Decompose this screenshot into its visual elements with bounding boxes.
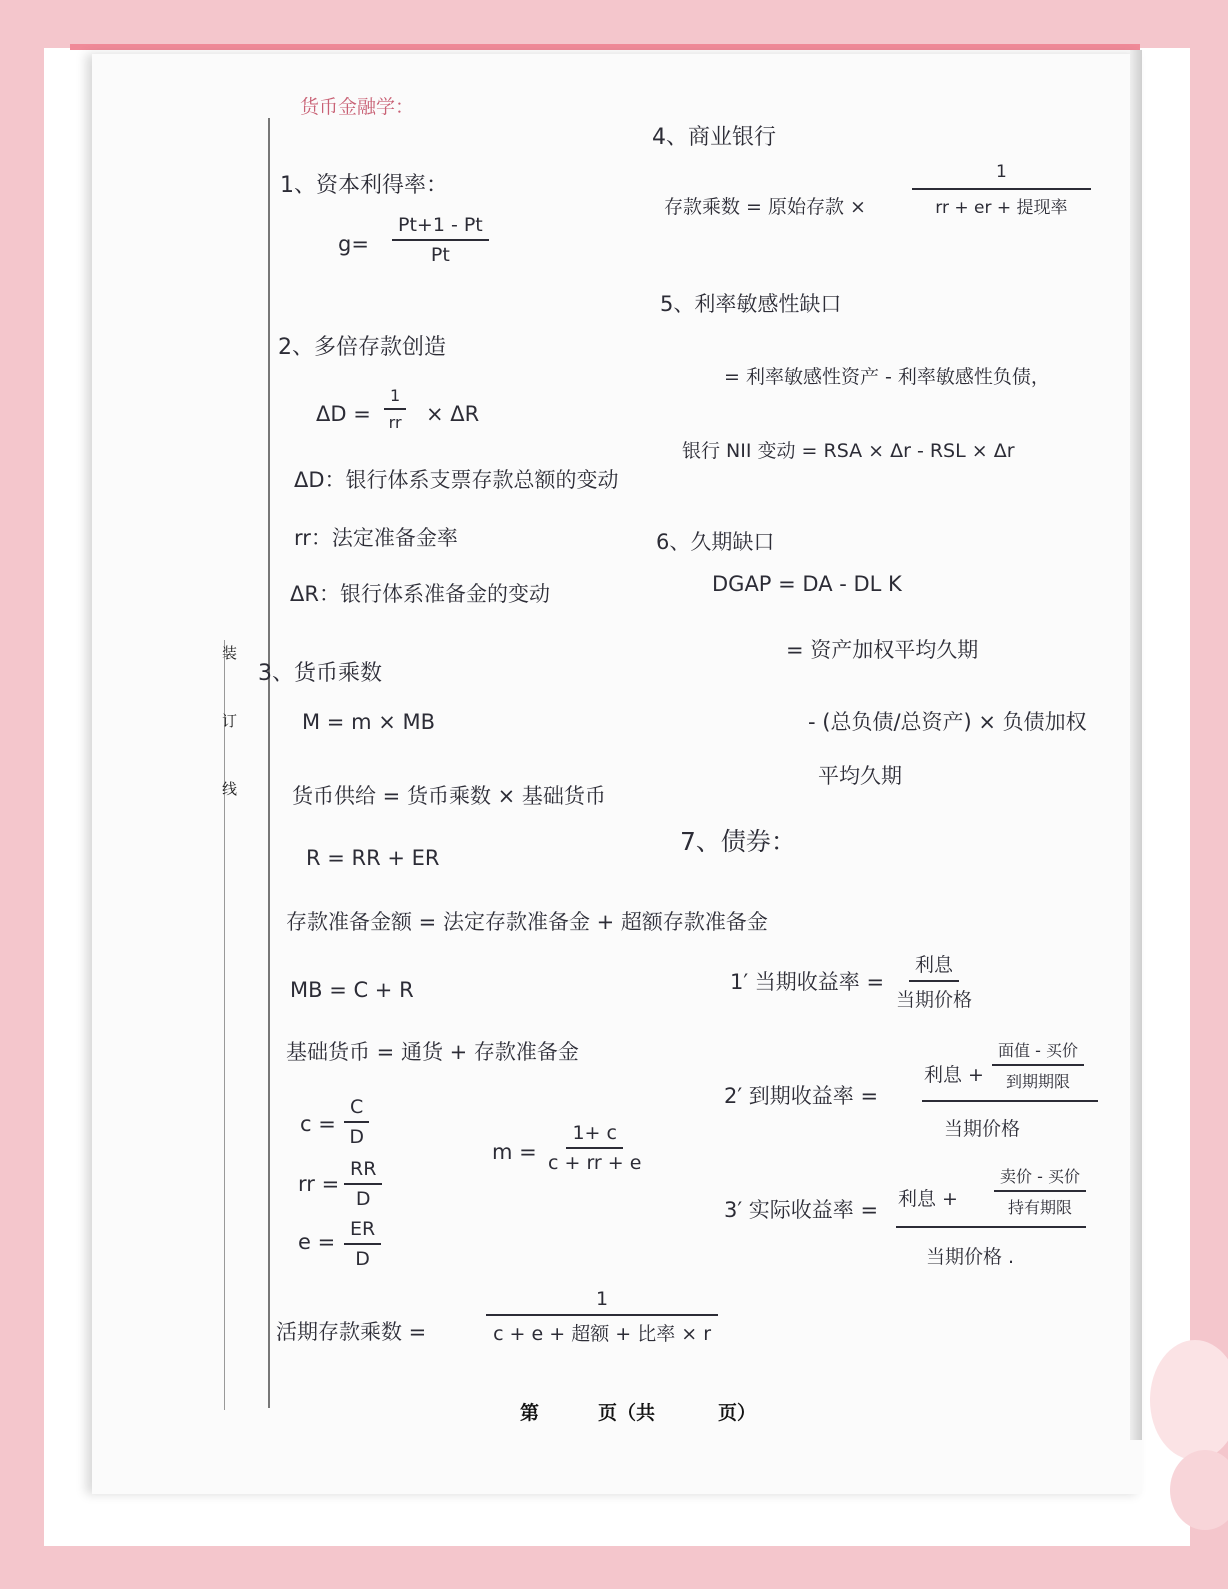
notebook-page (92, 54, 1142, 1494)
s3-demand-num: 1 (486, 1288, 718, 1316)
s7-y2-inner-fraction (992, 1038, 1084, 1092)
s3-m-fraction (548, 1122, 641, 1174)
footer-page-label: 第 (520, 1402, 540, 1424)
s7-y1-num: 利息 (909, 950, 959, 982)
s1-denominator: Pt (430, 244, 450, 266)
s5-line2: 银行 NII 变动 = RSA × Δr - RSL × Δr (682, 440, 1015, 462)
s7-y3-inner-num: 卖价 - 买价 (994, 1164, 1086, 1192)
footer-page-total-label: 页（共 (598, 1402, 656, 1424)
s3-eq2: 货币供给 = 货币乘数 × 基础货币 (292, 784, 606, 808)
s3-e-num: ER (344, 1218, 381, 1245)
s3-eq5: MB = C + R (290, 978, 414, 1002)
section-3-heading: 3、货币乘数 (258, 661, 382, 686)
section-4-heading: 4、商业银行 (652, 125, 776, 150)
s7-y3-label: 3′ 实际收益率 = (724, 1198, 879, 1222)
section-5-heading: 5、利率敏感性缺口 (660, 292, 842, 316)
s3-eq3: R = RR + ER (306, 846, 440, 870)
s2-def-R: ΔR：银行体系准备金的变动 (290, 582, 550, 606)
s4-lhs: 存款乘数 = 原始存款 × (664, 196, 866, 218)
s3-rr-num: RR (344, 1158, 382, 1185)
s1-lhs: g= (338, 232, 369, 256)
s2-coef-fraction (384, 386, 406, 432)
s7-y2-label: 2′ 到期收益率 = (724, 1084, 879, 1108)
s3-m-lhs: m = (492, 1140, 537, 1164)
s3-e-lhs: e = (298, 1230, 336, 1254)
binding-char: 线 (222, 780, 238, 798)
s7-y3-inner-den: 持有期限 (1007, 1198, 1072, 1217)
s3-e-fraction (344, 1218, 381, 1270)
s4-num: 1 (912, 162, 1091, 190)
binding-char: 订 (222, 712, 238, 730)
s2-coef-den: rr (388, 413, 402, 432)
s1-numerator: Pt+1 - Pt (392, 214, 489, 241)
binding-char: 装 (222, 644, 238, 662)
section-1-heading: 1、资本利得率： (280, 173, 448, 198)
s7-y2-fraction-bar (922, 1100, 1098, 1102)
margin-rule (224, 640, 225, 1410)
s7-y2-inner-den: 到期期限 (1005, 1072, 1070, 1091)
s3-c-num: C (344, 1096, 369, 1123)
s7-y2-num-main: 利息 + (924, 1064, 984, 1086)
s6-line1: DGAP = DA - DL K (712, 572, 902, 596)
page-edge-shadow (1130, 50, 1142, 1440)
s2-def-D: ΔD：银行体系支票存款总额的变动 (294, 468, 619, 492)
s7-y3-num-main: 利息 + (898, 1188, 958, 1210)
section-6-heading: 6、久期缺口 (656, 530, 775, 554)
section-2-heading: 2、多倍存款创造 (278, 335, 446, 360)
s7-y2-den: 当期价格 (944, 1118, 1021, 1140)
s6-line2: = 资产加权平均久期 (786, 638, 979, 662)
s3-c-lhs: c = (300, 1112, 336, 1136)
s3-e-den: D (355, 1248, 370, 1270)
s7-y1-den: 当期价格 (896, 989, 973, 1011)
s3-c-den: D (349, 1126, 364, 1148)
binding-rule (268, 118, 270, 1408)
s7-y3-fraction-bar (896, 1226, 1086, 1228)
s2-coef-num: 1 (384, 386, 406, 410)
section-7-heading: 7、债券： (680, 827, 796, 856)
top-edge-strip (70, 44, 1140, 50)
footer-page-end: 页） (718, 1402, 757, 1424)
s5-line1: = 利率敏感性资产 - 利率敏感性负债， (724, 366, 1050, 388)
s3-eq1: M = m × MB (302, 710, 435, 734)
s4-fraction (912, 162, 1091, 218)
s3-eq4: 存款准备金额 = 法定存款准备金 + 超额存款准备金 (286, 910, 768, 934)
s3-c-fraction (344, 1096, 369, 1148)
s7-y1-label: 1′ 当期收益率 = (730, 970, 885, 994)
s3-m-den: c + rr + e (548, 1152, 642, 1174)
s3-demand-den: c + e + 超额 + 比率 × r (493, 1323, 712, 1345)
s7-y2-inner-num: 面值 - 买价 (992, 1038, 1084, 1066)
s3-rr-fraction (344, 1158, 382, 1210)
s3-eq6: 基础货币 = 通货 + 存款准备金 (286, 1040, 579, 1064)
s7-y3-den: 当期价格 . (926, 1246, 1015, 1268)
page-title: 货币金融学： (300, 96, 415, 118)
s4-den: rr + er + 提现率 (935, 198, 1068, 218)
s2-def-rr: rr：法定准备金率 (294, 526, 458, 550)
s6-line3: - (总负债/总资产) × 负债加权 (808, 710, 1087, 734)
s3-rr-lhs: rr = (298, 1172, 340, 1196)
s6-line4: 平均久期 (818, 764, 902, 788)
s3-demand-lhs: 活期存款乘数 = (276, 1320, 427, 1344)
s3-demand-fraction (486, 1288, 718, 1346)
s2-rhs: × ΔR (426, 402, 480, 426)
s3-rr-den: D (355, 1188, 371, 1210)
s2-lhs: ΔD = (316, 402, 371, 426)
s7-y3-inner-fraction (994, 1164, 1086, 1218)
s7-y1-fraction (896, 950, 972, 1012)
s3-m-num: 1+ c (566, 1122, 623, 1149)
s1-fraction (392, 214, 489, 266)
